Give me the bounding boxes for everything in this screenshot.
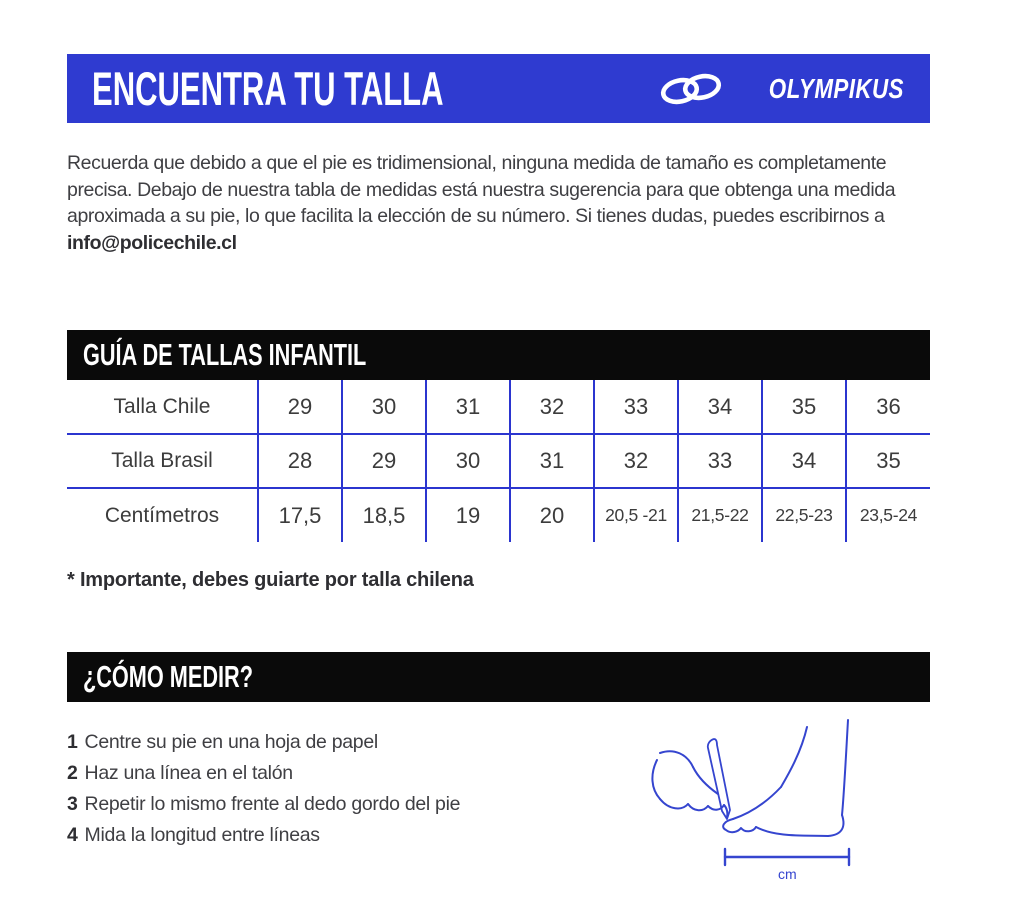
page-title: ENCUENTRA TU TALLA [92,62,444,115]
size-cell: 30 [426,434,510,488]
size-cell: 22,5-23 [762,488,846,542]
intro-paragraph [67,150,930,256]
foot-measure-illustration [630,715,930,888]
cm-label: cm [778,866,797,882]
steps-list [67,727,630,888]
size-cell: 34 [762,434,846,488]
step-item [67,789,630,820]
size-cell: 31 [510,434,594,488]
intro-text: Recuerda que debido a que el pie es tridimensional, ninguna medida de tamaño es completamente precisa. Debajo de nuestra tabla de medidas está nuestra sugerencia para que obtenga una medida aproximada a su pie, lo que facilita la elección de su número. Si tienes dudas, puedes escribirnos a [67,152,896,227]
size-cell: 20,5 -21 [594,488,678,542]
size-guide-title: GUÍA DE TALLAS INFANTIL [83,337,367,372]
measure-line [725,849,849,865]
foot-drawing-icon [630,715,930,883]
olympikus-rings-icon [656,69,726,109]
contact-email[interactable]: info@policechile.cl [67,231,237,254]
step-text: Mida la longitud entre líneas [84,824,320,846]
size-cell: 28 [258,434,342,488]
step-text: Centre su pie en una hoja de papel [84,731,378,753]
how-to-measure-title: ¿CÓMO MEDIR? [83,659,253,694]
olympikus-logo [656,69,904,109]
section-bar-size-guide [67,330,930,380]
brand-wordmark: OLYMPIKUS [768,72,904,104]
table-row-talla-chile [67,380,930,434]
size-note: * Importante, debes guiarte por talla chilena [67,569,474,591]
size-cell: 18,5 [342,488,426,542]
size-cell: 19 [426,488,510,542]
step-number: 3 [67,793,78,815]
row-label: Talla Chile [113,394,211,418]
measure-row [67,727,930,888]
step-number: 1 [67,731,78,753]
step-text: Repetir lo mismo frente al dedo gordo del pie [84,793,461,815]
step-text: Haz una línea en el talón [84,762,293,784]
size-cell: 32 [510,380,594,434]
size-cell: 33 [678,434,762,488]
table-row-centimetros [67,488,930,542]
size-cell: 30 [342,380,426,434]
size-cell: 29 [258,380,342,434]
size-cell: 29 [342,434,426,488]
section-bar-how-to-measure [67,652,930,702]
step-item [67,727,630,758]
size-cell: 35 [846,434,930,488]
size-cell: 20 [510,488,594,542]
step-item [67,820,630,851]
step-item [67,758,630,789]
size-cell: 36 [846,380,930,434]
size-cell: 31 [426,380,510,434]
size-cell: 23,5-24 [846,488,930,542]
step-number: 2 [67,762,78,784]
table-row-talla-brasil [67,434,930,488]
size-cell: 34 [678,380,762,434]
row-label: Centímetros [67,488,258,542]
row-label: Talla Brasil [67,434,258,488]
size-table [67,380,930,542]
size-cell: 35 [762,380,846,434]
step-number: 4 [67,824,78,846]
size-cell: 33 [594,380,678,434]
size-cell: 21,5-22 [678,488,762,542]
size-cell: 17,5 [258,488,342,542]
size-cell: 32 [594,434,678,488]
header-banner [67,54,930,123]
